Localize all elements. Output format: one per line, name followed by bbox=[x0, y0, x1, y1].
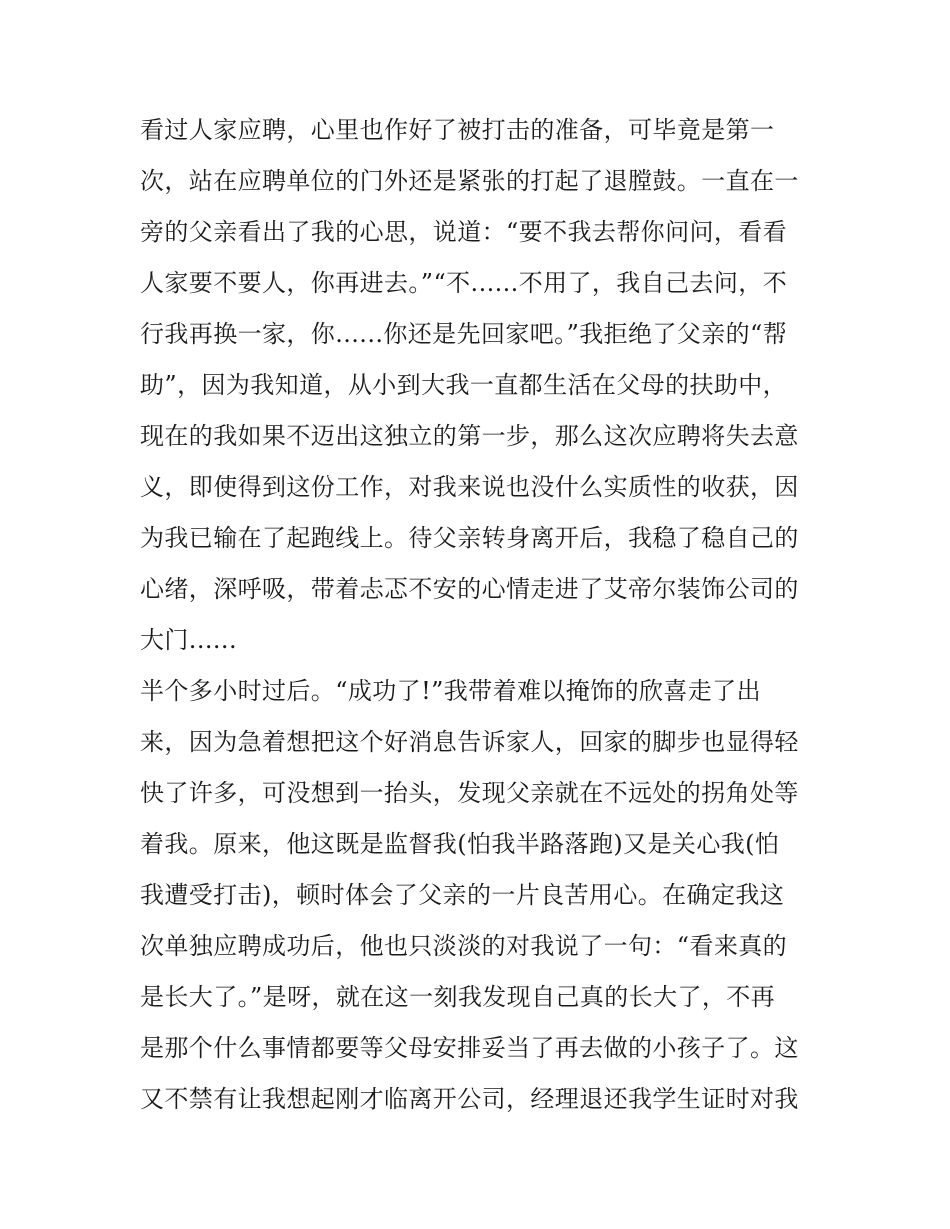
body-text bbox=[140, 105, 820, 1125]
text-line: 快了许多，可没想到一抬头，发现父亲就在不远处的拐角处等 bbox=[140, 779, 799, 807]
text-line: 人家要不要人，你再进去。”“不......不用了，我自己去问，不 bbox=[140, 269, 788, 297]
text-line: 次，站在应聘单位的门外还是紧张的打起了退膛鼓。一直在一 bbox=[140, 167, 799, 195]
text-line: 又不禁有让我想起刚才临离开公司，经理退还我学生证时对我 bbox=[140, 1085, 799, 1113]
text-line: 行我再换一家，你......你还是先回家吧。”我拒绝了父亲的“帮 bbox=[140, 320, 788, 348]
text-line: 我遭受打击)，顿时体会了父亲的一片良苦用心。在确定我这 bbox=[140, 881, 785, 909]
text-line: 看过人家应聘，心里也作好了被打击的准备，可毕竟是第一 bbox=[140, 116, 775, 144]
text-line: 义，即使得到这份工作，对我来说也没什么实质性的收获，因 bbox=[140, 473, 799, 501]
text-line: 旁的父亲看出了我的心思，说道：“要不我去帮你问问，看看 bbox=[140, 218, 788, 246]
text-line: 大门...... bbox=[140, 626, 237, 654]
text-line: 助”，因为我知道，从小到大我一直都生活在父母的扶助中， bbox=[140, 371, 788, 399]
text-line: 是那个什么事情都要等父母安排妥当了再去做的小孩子了。这 bbox=[140, 1034, 799, 1062]
text-line: 半个多小时过后。“成功了!”我带着难以掩饰的欣喜走了出 bbox=[140, 677, 761, 705]
text-line: 次单独应聘成功后，他也只淡淡的对我说了一句：“看来真的 bbox=[140, 932, 788, 960]
text-line: 现在的我如果不迈出这独立的第一步，那么这次应聘将失去意 bbox=[140, 422, 799, 450]
text-line: 为我已输在了起跑线上。待父亲转身离开后，我稳了稳自己的 bbox=[140, 524, 799, 552]
text-line: 来，因为急着想把这个好消息告诉家人，回家的脚步也显得轻 bbox=[140, 728, 799, 756]
text-line: 是长大了。”是呀，就在这一刻我发现自己真的长大了，不再 bbox=[140, 983, 776, 1011]
text-line: 心绪，深呼吸，带着忐忑不安的心情走进了艾帝尔装饰公司的 bbox=[140, 575, 799, 603]
text-line: 着我。原来，他这既是监督我(怕我半路落跑)又是关心我(怕 bbox=[140, 830, 780, 858]
